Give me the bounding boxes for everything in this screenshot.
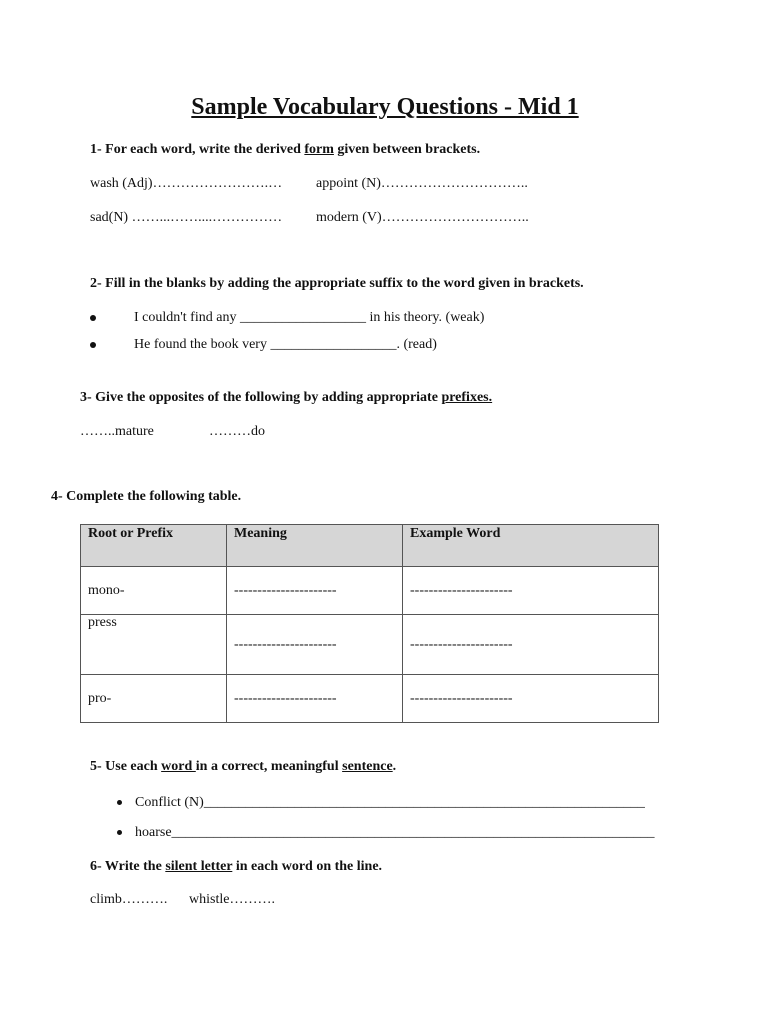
table-cell-root: mono- — [81, 567, 227, 615]
q5-heading-underlined-word: word — [161, 759, 196, 774]
q1-item-appoint: appoint (N)………………………….. — [316, 176, 528, 191]
q2-sentence: He found the book very __________________. (read) — [134, 337, 437, 352]
table-row — [81, 615, 659, 675]
q5-bullet-item — [117, 825, 655, 841]
table-cell-example: ---------------------- — [403, 567, 659, 615]
q1-heading-text-end: given between brackets. — [333, 142, 481, 157]
question-2-heading: 2- Fill in the blanks by adding the appropriate suffix to the word given in brackets. — [90, 276, 584, 291]
q1-heading-underlined: form — [304, 142, 334, 157]
q6-heading-underlined: silent letter — [165, 859, 233, 874]
bullet-icon — [117, 830, 122, 835]
q2-bullet-item — [90, 337, 437, 353]
q2-bullet-item — [90, 310, 484, 326]
q5-heading-text-mid: in a correct, meaningful — [195, 759, 343, 774]
q2-sentence: I couldn't find any __________________ in his theory. (weak) — [134, 310, 485, 325]
vocabulary-table — [80, 524, 659, 723]
bullet-icon — [90, 342, 96, 348]
question-6-heading — [90, 859, 382, 875]
table-row — [81, 675, 659, 723]
q6-item-whistle: whistle………. — [189, 892, 275, 907]
q3-item-do: ………do — [209, 424, 265, 439]
bullet-icon — [90, 315, 96, 321]
table-cell-example: ---------------------- — [403, 615, 659, 675]
q5-heading-text: 5- Use each — [90, 759, 162, 774]
q6-heading-text: 6- Write the — [90, 859, 166, 874]
table-row — [81, 567, 659, 615]
q5-heading-underlined-sentence: sentence — [342, 759, 393, 774]
q1-item-modern: modern (V)………………………….. — [316, 210, 529, 225]
q1-item-sad: sad(N) ……...……....…………… — [90, 210, 283, 225]
table-cell-root: press — [81, 615, 227, 675]
table-cell-meaning: ---------------------- — [227, 615, 403, 675]
table-cell-example: ---------------------- — [403, 675, 659, 723]
question-1-heading — [90, 142, 480, 158]
bullet-icon — [117, 800, 122, 805]
q3-heading-underlined: prefixes. — [441, 390, 493, 405]
question-5-heading — [90, 759, 396, 775]
table-cell-meaning: ---------------------- — [227, 567, 403, 615]
q1-heading-text: 1- For each word, write the derived — [90, 142, 305, 157]
q5-heading-text-end: . — [392, 759, 397, 774]
page-title: Sample Vocabulary Questions - Mid 1 — [191, 94, 579, 120]
q1-item-wash: wash (Adj)…………………….… — [90, 176, 283, 191]
q6-heading-text-end: in each word on the line. — [232, 859, 383, 874]
q5-line: Conflict (N)_______________________________________________________________ — [135, 795, 645, 810]
table-header-root: Root or Prefix — [81, 525, 227, 567]
table-header-meaning: Meaning — [227, 525, 403, 567]
q5-line: hoarse_____________________________________________________________________ — [135, 825, 655, 840]
q3-heading-text: 3- Give the opposites of the following by adding appropriate — [80, 390, 442, 405]
q5-bullet-item — [117, 795, 645, 811]
table-cell-meaning: ---------------------- — [227, 675, 403, 723]
table-header-example: Example Word — [403, 525, 659, 567]
table-cell-root: pro- — [81, 675, 227, 723]
question-4-heading: 4- Complete the following table. — [51, 489, 242, 504]
q3-item-mature: ……..mature — [80, 424, 154, 439]
table-header-row — [81, 525, 659, 567]
q6-item-climb: climb………. — [90, 892, 168, 907]
question-3-heading — [80, 390, 492, 406]
